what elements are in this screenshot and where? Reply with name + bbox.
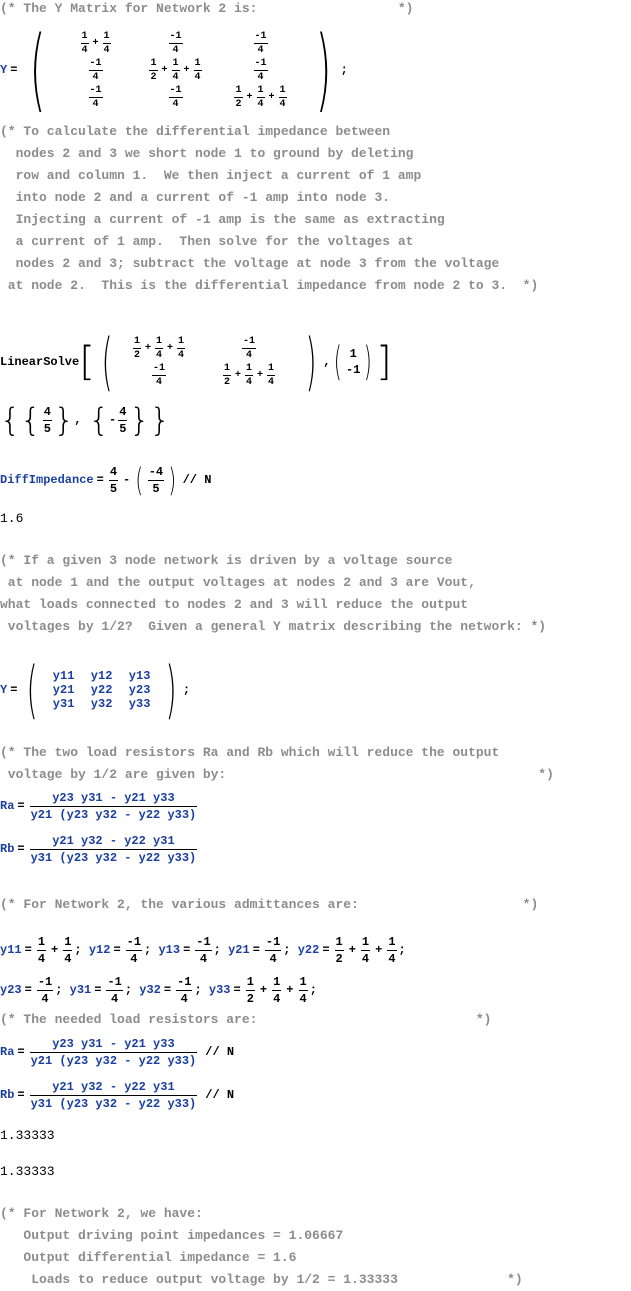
y-matrix-grid xyxy=(56,31,306,110)
ra-formula-n: Ra = y23 y31 - y21 y33 y21 (y23 y32 - y22 y33) // N xyxy=(0,1036,235,1068)
g22: y22 xyxy=(90,683,113,697)
y-cell-33: 1 2 + 1 4 + 1 4 xyxy=(235,84,286,110)
output-rb: 1.33333 xyxy=(0,1164,55,1179)
comment-admittances: (* For Network 2, the various admittances are: *) xyxy=(0,897,539,912)
y-label: Y xyxy=(0,63,8,77)
y-cell-12: -1 4 xyxy=(169,30,182,56)
y-matrix-assignment xyxy=(0,17,348,122)
y-cell-21: -1 4 xyxy=(89,57,102,83)
y-cell-32: -1 4 xyxy=(169,84,182,110)
n-postfix: // N xyxy=(182,473,212,487)
vector-right-paren: ) xyxy=(364,339,373,385)
comment-needed-loads: (* The needed load resistors are: *) xyxy=(0,1012,492,1027)
comment-summary: (* For Network 2, we have: Output driving point impedances = 1.06667 Output differential impedance = 1.6 Loads to reduce output voltage by 1/2 = 1.33333 *) xyxy=(0,1206,523,1287)
g32: y32 xyxy=(90,697,113,711)
ra-label: Ra xyxy=(0,799,15,813)
current-vector: 1 -1 xyxy=(346,347,361,377)
admittance-line-2: y23 = -1 4 ; y31 = -1 4 ; y32 = -1 4 ; y33 = 1 2 + 1 4 + 1 4 ; xyxy=(0,974,317,1006)
right-paren: ) xyxy=(315,17,331,122)
vector-left-paren: ( xyxy=(334,339,343,385)
left-paren: ( xyxy=(30,17,46,122)
y-cell-31: -1 4 xyxy=(89,84,102,110)
r-cell-21: -1 4 xyxy=(153,363,166,388)
general-y-matrix: Y = ( y11 y12 y13 y21 y22 y23 y31 y32 y33 ) ; xyxy=(0,653,191,726)
comma: , xyxy=(323,355,331,369)
r-cell-11: 1 2 + 1 4 + 1 4 xyxy=(133,336,185,361)
left-bracket: [ xyxy=(79,339,95,385)
g31: y31 xyxy=(52,697,75,711)
y-cell-11: 1 4 + 1 4 xyxy=(81,30,110,56)
matrix-right-paren: ) xyxy=(305,325,317,398)
rb-label: Rb xyxy=(0,842,15,856)
comment-load-resistors: (* The two load resistors Ra and Rb which will reduce the output voltage by 1/2 are given by: *) xyxy=(0,745,554,782)
diff-impedance-expr: DiffImpedance = 4 5 - ( -4 5 ) // N xyxy=(0,461,212,499)
linear-solve-label: LinearSolve xyxy=(0,355,80,369)
linear-solve-expr xyxy=(0,325,392,398)
g12: y12 xyxy=(90,669,113,683)
comment-ymatrix: (* The Y Matrix for Network 2 is: *) xyxy=(0,1,414,16)
semicolon: ; xyxy=(340,63,348,77)
g21: y21 xyxy=(52,683,75,697)
y-cell-22: 1 2 + 1 4 + 1 4 xyxy=(150,57,201,83)
linear-solve-output: { { 4 5 } , { - 4 5 } } xyxy=(0,401,171,439)
r-cell-12: -1 4 xyxy=(243,336,256,361)
comment-diff-impedance: (* To calculate the differential impedance between nodes 2 and 3 we short node 1 to ground by deleting row and column 1. We then inject a current of 1 amp into node 2 and a current of -1 amp into node 3. Injecting a current of -1 amp is the same as extracting a current of 1 amp. Then solve for the voltages at nodes 2 and 3; subtract the voltage at node 3 from the voltage at node 2. This is the differential impedance from node 2 to 3. *) xyxy=(0,124,539,293)
rb-formula-n: Rb = y21 y32 - y22 y31 y31 (y23 y32 - y22 y33) // N xyxy=(0,1079,235,1111)
matrix-left-paren: ( xyxy=(101,325,113,398)
g13: y13 xyxy=(128,669,151,683)
output-ra: 1.33333 xyxy=(0,1128,55,1143)
y-cell-23: -1 4 xyxy=(254,57,267,83)
admittance-line-1: y11 = 1 4 + 1 4 ; y12 = -1 4 ; y13 = -1 4 ; y21 = -1 4 ; y22 = 1 2 + 1 4 + 1 4 ; xyxy=(0,934,406,966)
g23: y23 xyxy=(128,683,151,697)
r-cell-22: 1 2 + 1 4 + 1 4 xyxy=(223,363,275,388)
reduced-matrix-grid xyxy=(119,336,299,388)
equals-sign: = xyxy=(10,63,18,77)
output-diff: 1.6 xyxy=(0,511,24,526)
g11: y11 xyxy=(52,669,75,683)
general-matrix-grid xyxy=(45,669,159,711)
ra-formula: Ra = y23 y31 - y21 y33 y21 (y23 y32 - y22 y33) xyxy=(0,790,197,822)
right-bracket: ] xyxy=(376,339,392,385)
comment-loads-question: (* If a given 3 node network is driven by a voltage source at node 1 and the output voltages at nodes 2 and 3 are Vout, what loads connected to nodes 2 and 3 will reduce the output voltages by 1/2? Given a general Y matrix describing the network: *) xyxy=(0,553,547,634)
rb-formula: Rb = y21 y32 - y22 y31 y31 (y23 y32 - y22 y33) xyxy=(0,833,197,865)
diff-impedance-label: DiffImpedance xyxy=(0,473,94,487)
y-cell-13: -1 4 xyxy=(254,30,267,56)
g33: y33 xyxy=(128,697,151,711)
